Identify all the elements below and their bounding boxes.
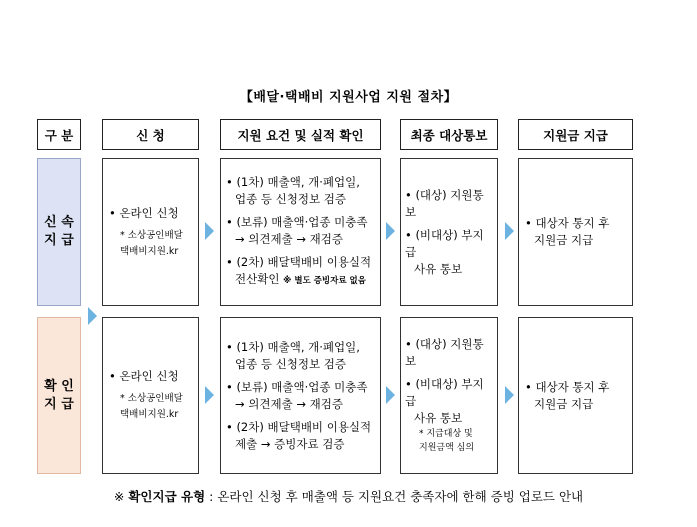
notice-non-target: • (비대상) 부지급 bbox=[405, 227, 484, 259]
notice-review-note: 지원금액 심의 bbox=[419, 443, 475, 453]
payment-line: • 대상자 통지 후 bbox=[525, 216, 610, 230]
req-step-2-detail bbox=[226, 271, 375, 290]
header-apply: 신 청 bbox=[102, 119, 199, 150]
req-step-2-note: ※ 별도 증빙자료 없음 bbox=[283, 276, 366, 286]
req-step-2: • (2차) 배달택배비 이용실적 bbox=[226, 255, 372, 269]
notice-non-target-detail: 사유 통보 bbox=[414, 411, 463, 425]
footer-text: : 온라인 신청 후 매출액 등 지원요건 충족자에 한해 증빙 업로드 안내 bbox=[205, 489, 584, 504]
flow-arrow-icon bbox=[505, 386, 514, 404]
payment-line: 지원금 지급 bbox=[534, 396, 594, 411]
category-line: 지 급 bbox=[44, 233, 74, 248]
payment-box bbox=[518, 317, 633, 474]
footer-note bbox=[0, 487, 697, 505]
apply-box bbox=[102, 317, 199, 474]
category-line: 지 급 bbox=[44, 396, 74, 412]
req-step-1-detail: 업종 등 신청정보 검증 bbox=[235, 192, 346, 206]
footer-bold: 확인지급 유형 bbox=[128, 489, 206, 504]
req-step-hold: • (보류) 매출액·업종 미충족 bbox=[226, 215, 368, 229]
flow-arrow-icon bbox=[505, 222, 514, 240]
req-step-2: • (2차) 배달택배비 이용실적 bbox=[226, 419, 372, 434]
requirements-box bbox=[220, 158, 381, 306]
req-step-hold: • (보류) 매출액·업종 미충족 bbox=[226, 379, 368, 394]
req-step-2-text: 전산확인 bbox=[235, 272, 284, 286]
payment-line: • 대상자 통지 후 bbox=[525, 379, 610, 394]
req-step-1: • (1차) 매출액, 개·폐업일, bbox=[226, 339, 360, 354]
flow-arrow-icon bbox=[205, 386, 214, 404]
payment-box bbox=[518, 158, 633, 306]
notice-non-target: • (비대상) 부지급 bbox=[405, 377, 484, 408]
flow-arrow-icon bbox=[88, 307, 97, 325]
req-step-hold-detail: → 의견제출 → 재검증 bbox=[235, 396, 344, 411]
final-notice-box bbox=[400, 158, 498, 306]
apply-site-note: * 소상공인배달 bbox=[120, 393, 183, 404]
footer-prefix: ※ bbox=[113, 489, 129, 504]
category-line: 확 인 bbox=[44, 378, 74, 394]
apply-online: • 온라인 신청 bbox=[109, 369, 179, 383]
header-payment: 지원금 지급 bbox=[518, 119, 633, 150]
apply-site-note: 택배비지원.kr bbox=[120, 409, 179, 420]
header-category: 구 분 bbox=[37, 119, 81, 150]
req-step-1: • (1차) 매출액, 개·폐업일, bbox=[226, 175, 360, 189]
header-requirements: 지원 요건 및 실적 확인 bbox=[220, 119, 381, 150]
requirements-box bbox=[220, 317, 381, 474]
flow-arrow-icon bbox=[386, 386, 395, 404]
flow-arrow-icon bbox=[205, 222, 214, 240]
flow-arrow-icon bbox=[386, 222, 395, 240]
notice-target: • (대상) 지원통보 bbox=[405, 337, 484, 368]
apply-site-note: * 소상공인배달 bbox=[120, 229, 183, 241]
header-final-notice: 최종 대상통보 bbox=[400, 119, 498, 150]
apply-site-note: 택배비지원.kr bbox=[120, 245, 179, 257]
req-step-1-detail: 업종 등 신청정보 검증 bbox=[235, 356, 346, 371]
apply-online: • 온라인 신청 bbox=[109, 205, 179, 220]
payment-line: 지원금 지급 bbox=[534, 233, 594, 247]
category-confirm-payment bbox=[37, 317, 81, 474]
final-notice-box bbox=[400, 317, 498, 474]
category-fast-payment bbox=[37, 158, 81, 306]
page-title: 【배달·택배비 지원사업 지원 절차】 bbox=[239, 90, 458, 105]
req-step-hold-detail: → 의견제출 → 재검증 bbox=[235, 232, 344, 246]
req-step-2-detail: 제출 → 증빙자료 검증 bbox=[235, 436, 345, 451]
category-line: 신 속 bbox=[44, 215, 74, 230]
notice-target: • (대상) 지원통보 bbox=[405, 187, 484, 219]
notice-review-note: * 지급대상 및 bbox=[419, 429, 473, 439]
apply-box bbox=[102, 158, 199, 306]
notice-non-target-detail: 사유 통보 bbox=[414, 261, 463, 276]
